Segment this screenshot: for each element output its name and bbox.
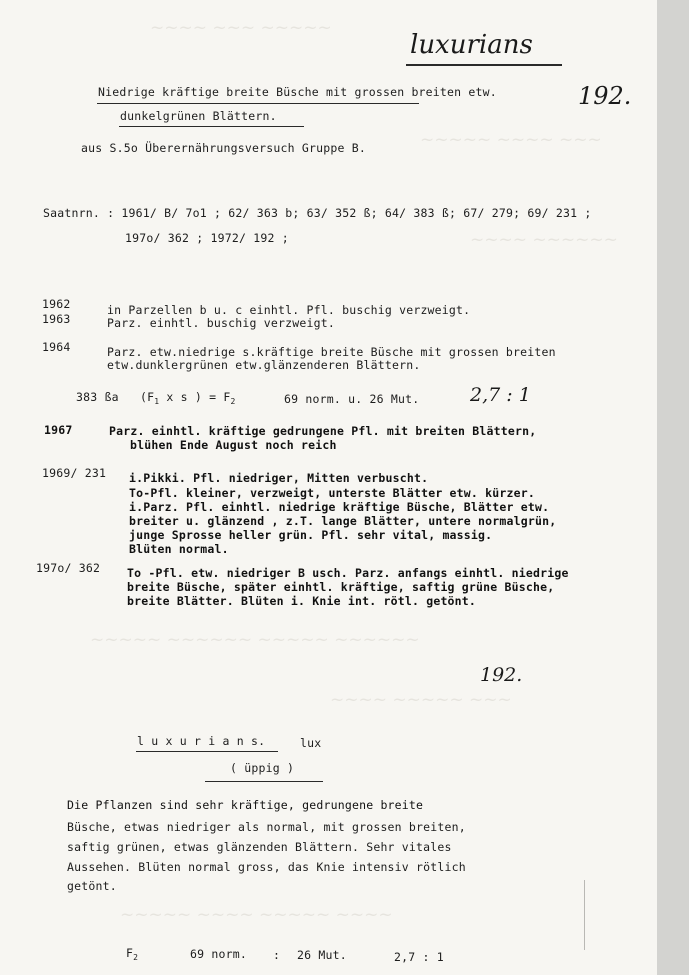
handwritten-number-2: 192. xyxy=(480,664,523,686)
description-underline-2 xyxy=(119,126,304,127)
entry-year: 1964 xyxy=(42,340,71,354)
footer-colon: : xyxy=(273,948,281,962)
entry-1969-line-1: i.Pikki. Pfl. niedriger, Mitten verbuscht. xyxy=(129,471,429,485)
species-name: l u x u r i a n s. xyxy=(137,734,266,748)
bleed-through-text: ~~~~ ~~~ ~~~~~ xyxy=(150,18,332,38)
entry-text: etw.dunklergrünen etw.glänzenderen Blättern. xyxy=(107,358,421,372)
scan-edge xyxy=(657,0,689,975)
bleed-through-text: ~~~~~ ~~~~ ~~~~~ ~~~~ xyxy=(120,905,393,925)
entry-1967-line-2: blühen Ende August noch reich xyxy=(130,438,337,452)
title-underline xyxy=(406,64,562,66)
entry-1969-line-6: Blüten normal. xyxy=(129,542,229,556)
cross-formula xyxy=(140,390,236,409)
meaning-underline xyxy=(205,781,323,782)
summary-line-1: Die Pflanzen sind sehr kräftige, gedrungene breite xyxy=(67,798,424,812)
footer-gen-letter: F xyxy=(126,946,134,960)
summary-line-4: Aussehen. Blüten normal gross, das Knie intensiv rötlich xyxy=(67,860,466,874)
cross-counts: 69 norm. u. 26 Mut. xyxy=(284,392,420,406)
footer-ratio: 2,7 : 1 xyxy=(394,950,444,964)
footer-gen-subscript: 2 xyxy=(133,953,139,962)
entry-year: 1962 xyxy=(42,297,71,311)
entry-year-1969: 1969/ 231 xyxy=(42,466,107,480)
saatnrn-line-2: 197o/ 362 ; 1972/ 192 ; xyxy=(125,231,289,245)
formula-subscript: 1 xyxy=(154,397,160,406)
cross-prefix: 383 ßa xyxy=(76,390,119,404)
entry-1969-line-2: To-Pfl. kleiner, verzweigt, unterste Blätter etw. kürzer. xyxy=(129,486,536,500)
handwritten-number: 192. xyxy=(578,82,632,110)
source-line: aus S.5o Überernährungsversuch Gruppe B. xyxy=(81,141,366,155)
summary-line-3: saftig grünen, etwas glänzenden Blättern. Sehr vitales xyxy=(67,840,452,854)
bleed-through-text: ~~~~ ~~~~~~ xyxy=(470,230,618,250)
entry-1970-line-1: To -Pfl. etw. niedriger B usch. Parz. anfangs einhtl. niedrige xyxy=(127,566,569,580)
entry-1967-line-1: Parz. einhtl. kräftige gedrungene Pfl. mit breiten Blättern, xyxy=(109,424,537,438)
footer-generation xyxy=(126,946,138,965)
bleed-through-text: ~~~~~ ~~~~ ~~~ xyxy=(420,130,602,150)
species-abbr: lux xyxy=(300,736,322,750)
entry-text: Parz. einhtl. buschig verzweigt. xyxy=(107,316,335,330)
entry-1969-line-5: junge Sprosse heller grün. Pfl. sehr vital, massig. xyxy=(129,528,493,542)
bleed-through-text: ~~~~~ ~~~~~~ ~~~~~ ~~~~~~ xyxy=(90,630,420,650)
summary-line-2: Büsche, etwas niedriger als normal, mit grossen breiten, xyxy=(67,820,466,834)
entry-1970-line-3: breite Blätter. Blüten i. Knie int. rötl. getönt. xyxy=(127,594,477,608)
summary-line-5: getönt. xyxy=(67,879,117,893)
description-line-2: dunkelgrünen Blättern. xyxy=(120,109,277,123)
entry-year-1970: 197o/ 362 xyxy=(36,561,101,575)
margin-mark xyxy=(584,880,585,950)
formula-part: (F xyxy=(140,390,155,404)
entry-1969-line-4: breiter u. glänzend , z.T. lange Blätter, untere normalgrün, xyxy=(129,514,557,528)
formula-subscript: 2 xyxy=(230,397,236,406)
species-meaning: ( üppig ) xyxy=(230,761,295,775)
entry-1969-line-3: i.Parz. Pfl. einhtl. niedrige kräftige Büsche, Blätter etw. xyxy=(129,500,550,514)
handwritten-ratio: 2,7 : 1 xyxy=(470,384,531,406)
description-line-1: Niedrige kräftige breite Büsche mit grossen breiten etw. xyxy=(98,85,497,99)
footer-normal: 69 norm. xyxy=(190,947,247,961)
bleed-through-text: ~~~~ ~~~~~ ~~~ xyxy=(330,690,512,710)
footer-mut: 26 Mut. xyxy=(297,948,347,962)
formula-part: x s ) = F xyxy=(159,390,231,404)
handwritten-title: luxurians xyxy=(410,30,533,60)
entry-text: Parz. etw.niedrige s.kräftige breite Büsche mit grossen breiten xyxy=(107,345,556,359)
saatnrn-line-1: Saatnrn. : 1961/ B/ 7o1 ; 62/ 363 b; 63/ 352 ß; 64/ 383 ß; 67/ 279; 69/ 231 ; xyxy=(43,206,592,220)
entry-text: in Parzellen b u. c einhtl. Pfl. buschig verzweigt. xyxy=(107,303,471,317)
entry-year-1967: 1967 xyxy=(44,423,73,437)
entry-year: 1963 xyxy=(42,312,71,326)
description-underline-1 xyxy=(97,103,419,104)
species-name-underline xyxy=(136,751,278,752)
entry-1970-line-2: breite Büsche, später einhtl. kräftige, saftig grüne Büsche, xyxy=(127,580,555,594)
